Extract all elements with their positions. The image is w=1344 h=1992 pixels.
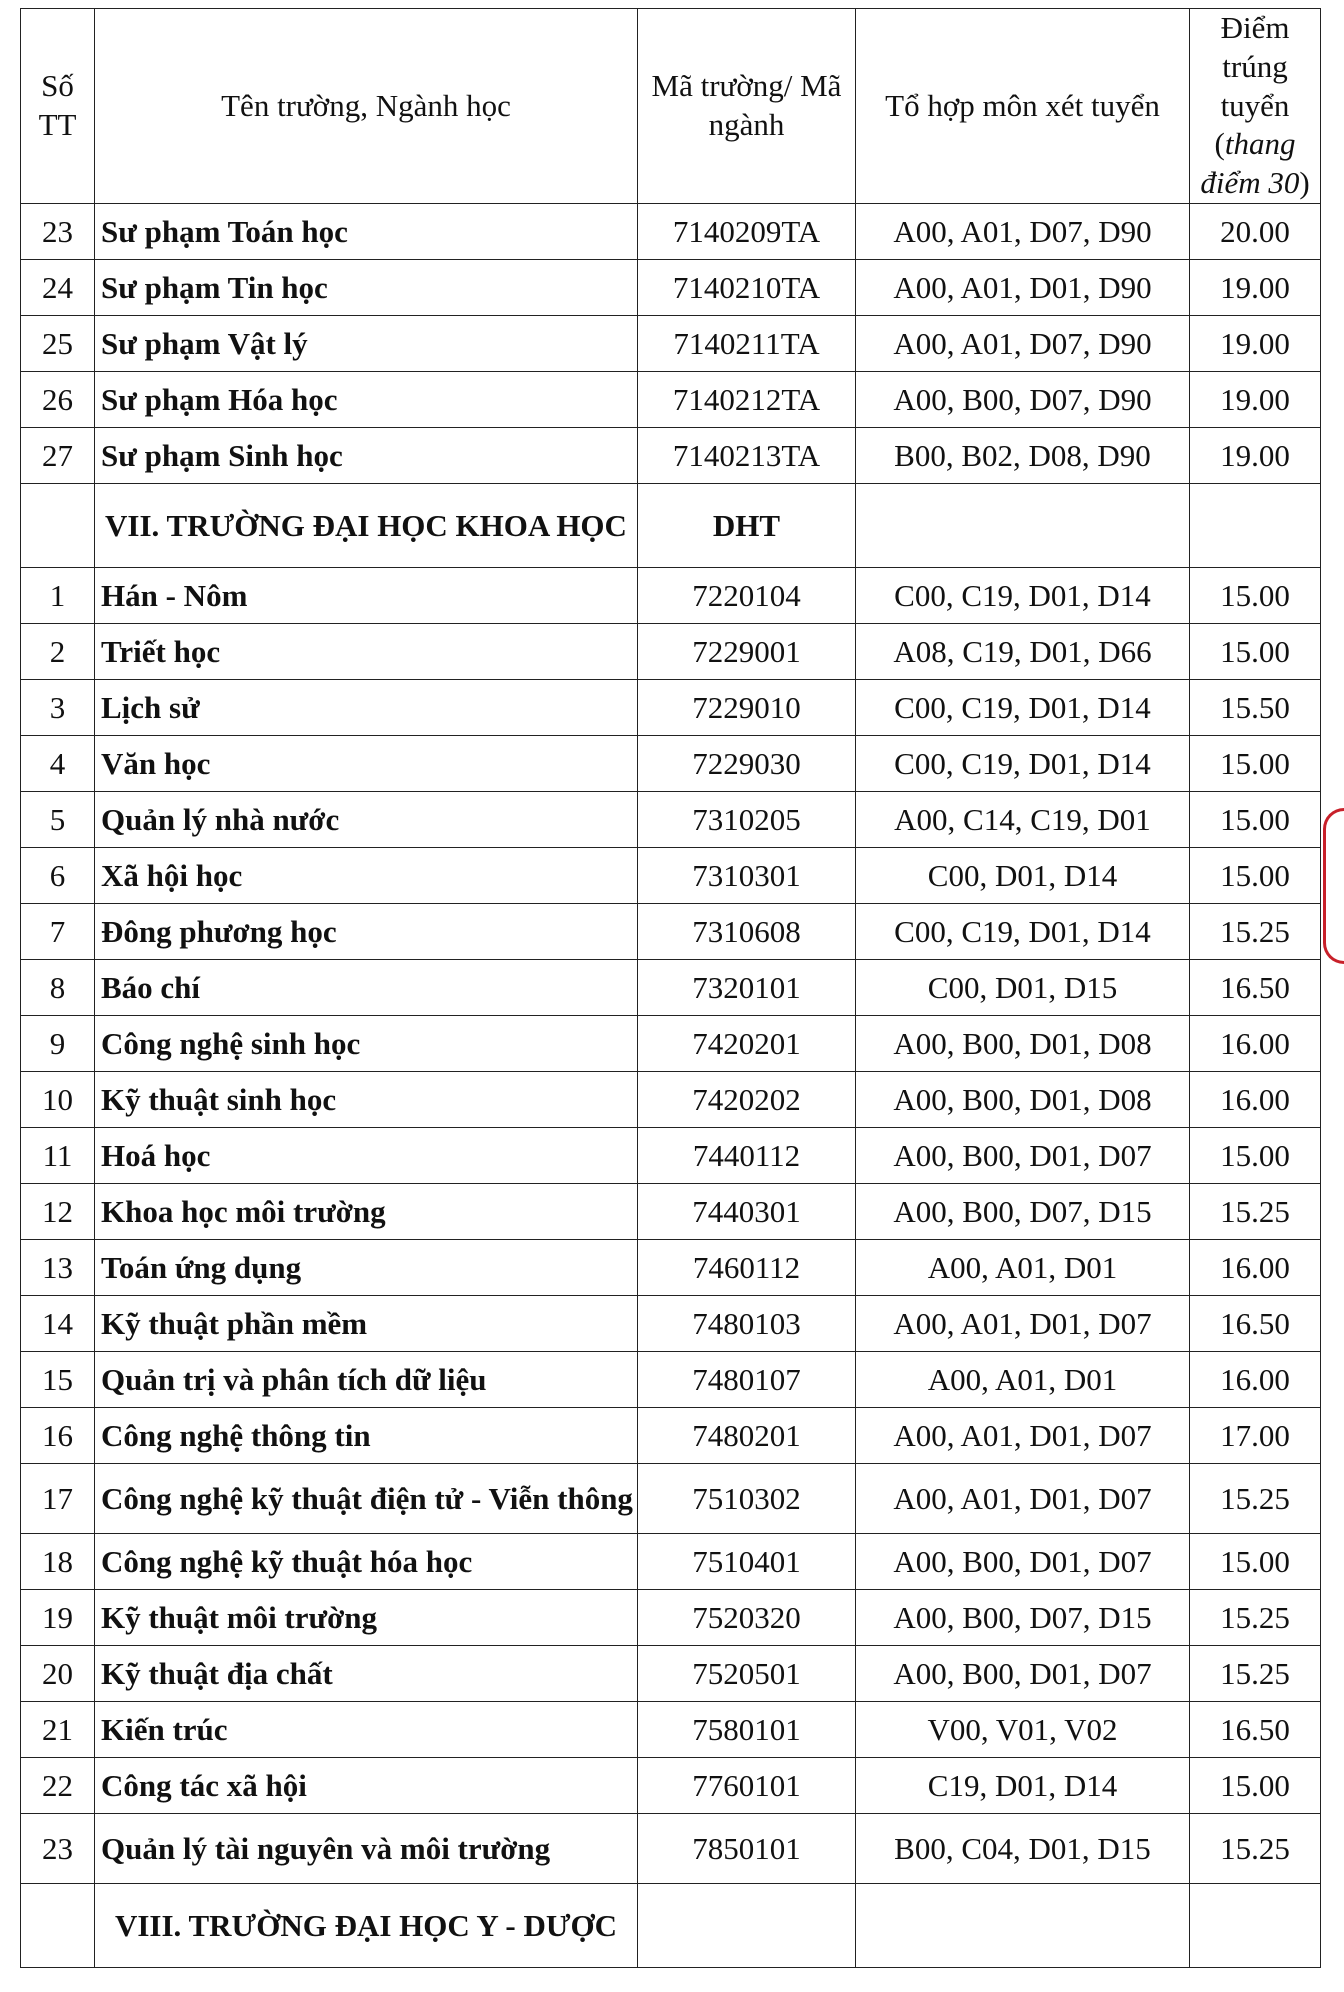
- header-score-label: Điểm trúng tuyển: [1220, 10, 1290, 123]
- row-major-code: 7229030: [638, 735, 856, 791]
- section-name: VII. TRƯỜNG ĐẠI HỌC KHOA HỌC: [95, 483, 638, 567]
- table-row: [21, 259, 1321, 315]
- row-major-name: Sư phạm Hóa học: [95, 371, 638, 427]
- row-stt: 2: [21, 623, 95, 679]
- row-major-name: Toán ứng dụng: [95, 1239, 638, 1295]
- section-combo: [856, 483, 1190, 567]
- row-major-name: Kỹ thuật sinh học: [95, 1071, 638, 1127]
- row-major-name: Kỹ thuật địa chất: [95, 1645, 638, 1701]
- table-row: [21, 1239, 1321, 1295]
- row-subject-combo: A00, B00, D07, D90: [856, 371, 1190, 427]
- row-subject-combo: B00, B02, D08, D90: [856, 427, 1190, 483]
- row-admission-score: 16.50: [1190, 1295, 1321, 1351]
- row-admission-score: 15.00: [1190, 623, 1321, 679]
- table-row: [21, 623, 1321, 679]
- row-major-name: Quản trị và phân tích dữ liệu: [95, 1351, 638, 1407]
- table-row: [21, 1407, 1321, 1463]
- table-row: [21, 427, 1321, 483]
- row-subject-combo: V00, V01, V02: [856, 1701, 1190, 1757]
- row-major-code: 7320101: [638, 959, 856, 1015]
- row-subject-combo: A00, A01, D07, D90: [856, 203, 1190, 259]
- row-subject-combo: A00, A01, D01: [856, 1239, 1190, 1295]
- row-stt: 10: [21, 1071, 95, 1127]
- table-row: [21, 1015, 1321, 1071]
- table-row: [21, 1533, 1321, 1589]
- table-row: [21, 679, 1321, 735]
- table-row: [21, 567, 1321, 623]
- row-major-name: Kỹ thuật phần mềm: [95, 1295, 638, 1351]
- row-subject-combo: A00, B00, D07, D15: [856, 1183, 1190, 1239]
- row-subject-combo: A00, A01, D01, D07: [856, 1463, 1190, 1533]
- row-stt: 5: [21, 791, 95, 847]
- row-subject-combo: B00, C04, D01, D15: [856, 1813, 1190, 1883]
- table-row: [21, 1813, 1321, 1883]
- row-admission-score: 19.00: [1190, 315, 1321, 371]
- row-subject-combo: A00, A01, D01, D07: [856, 1295, 1190, 1351]
- row-stt: 6: [21, 847, 95, 903]
- row-stt: 1: [21, 567, 95, 623]
- row-major-code: 7440301: [638, 1183, 856, 1239]
- row-major-code: 7140211TA: [638, 315, 856, 371]
- row-stt: 18: [21, 1533, 95, 1589]
- row-major-name: Báo chí: [95, 959, 638, 1015]
- row-major-code: 7140210TA: [638, 259, 856, 315]
- row-admission-score: 15.25: [1190, 1183, 1321, 1239]
- row-subject-combo: C00, C19, D01, D14: [856, 903, 1190, 959]
- table-row: [21, 959, 1321, 1015]
- row-admission-score: 16.50: [1190, 1701, 1321, 1757]
- row-stt: 17: [21, 1463, 95, 1533]
- table-row: [21, 1127, 1321, 1183]
- row-admission-score: 20.00: [1190, 203, 1321, 259]
- table-row: [21, 1183, 1321, 1239]
- row-stt: 27: [21, 427, 95, 483]
- row-stt: 3: [21, 679, 95, 735]
- row-admission-score: 19.00: [1190, 259, 1321, 315]
- row-subject-combo: A08, C19, D01, D66: [856, 623, 1190, 679]
- row-major-code: 7480103: [638, 1295, 856, 1351]
- table-row: [21, 735, 1321, 791]
- table-row: [21, 1701, 1321, 1757]
- section-name: VIII. TRƯỜNG ĐẠI HỌC Y - DƯỢC: [95, 1883, 638, 1967]
- row-major-code: 7480107: [638, 1351, 856, 1407]
- row-admission-score: 15.00: [1190, 567, 1321, 623]
- row-major-name: Công nghệ thông tin: [95, 1407, 638, 1463]
- row-subject-combo: C19, D01, D14: [856, 1757, 1190, 1813]
- row-major-code: 7220104: [638, 567, 856, 623]
- row-stt: 25: [21, 315, 95, 371]
- row-subject-combo: A00, B00, D01, D07: [856, 1127, 1190, 1183]
- row-major-name: Công nghệ sinh học: [95, 1015, 638, 1071]
- table-body: [21, 203, 1321, 1967]
- red-seal-stamp: [1323, 808, 1344, 964]
- row-admission-score: 16.00: [1190, 1071, 1321, 1127]
- row-stt: 14: [21, 1295, 95, 1351]
- row-admission-score: 17.00: [1190, 1407, 1321, 1463]
- table-row: [21, 1071, 1321, 1127]
- table-row: [21, 1463, 1321, 1533]
- row-major-name: Kỹ thuật môi trường: [95, 1589, 638, 1645]
- table-row: [21, 847, 1321, 903]
- row-major-code: 7440112: [638, 1127, 856, 1183]
- row-major-code: 7140212TA: [638, 371, 856, 427]
- header-score-paren-open: (: [1214, 126, 1225, 162]
- row-subject-combo: A00, B00, D01, D07: [856, 1533, 1190, 1589]
- header-score-unit: thang điểm 30: [1200, 126, 1300, 200]
- row-admission-score: 15.25: [1190, 1813, 1321, 1883]
- row-stt: 20: [21, 1645, 95, 1701]
- row-major-name: Hán - Nôm: [95, 567, 638, 623]
- section-stt: [21, 1883, 95, 1967]
- row-major-code: 7229001: [638, 623, 856, 679]
- row-subject-combo: A00, A01, D07, D90: [856, 315, 1190, 371]
- row-major-code: 7520501: [638, 1645, 856, 1701]
- section-row-viii: [21, 1883, 1321, 1967]
- row-stt: 16: [21, 1407, 95, 1463]
- row-major-name: Văn học: [95, 735, 638, 791]
- row-major-name: Triết học: [95, 623, 638, 679]
- row-subject-combo: A00, B00, D01, D07: [856, 1645, 1190, 1701]
- row-stt: 12: [21, 1183, 95, 1239]
- row-stt: 24: [21, 259, 95, 315]
- row-major-code: 7460112: [638, 1239, 856, 1295]
- row-stt: 23: [21, 203, 95, 259]
- row-major-code: 7760101: [638, 1757, 856, 1813]
- row-major-code: 7580101: [638, 1701, 856, 1757]
- row-major-name: Công tác xã hội: [95, 1757, 638, 1813]
- row-subject-combo: A00, B00, D07, D15: [856, 1589, 1190, 1645]
- section-stt: [21, 483, 95, 567]
- section-combo: [856, 1883, 1190, 1967]
- table-row: [21, 903, 1321, 959]
- admission-score-sheet: [20, 8, 1321, 1968]
- row-subject-combo: C00, C19, D01, D14: [856, 679, 1190, 735]
- row-admission-score: 15.00: [1190, 735, 1321, 791]
- row-major-code: 7140209TA: [638, 203, 856, 259]
- row-major-name: Sư phạm Tin học: [95, 259, 638, 315]
- table-row: [21, 371, 1321, 427]
- row-admission-score: 15.00: [1190, 791, 1321, 847]
- row-admission-score: 16.50: [1190, 959, 1321, 1015]
- section-code: [638, 1883, 856, 1967]
- row-major-name: Quản lý nhà nước: [95, 791, 638, 847]
- header-code: Mã trường/ Mã ngành: [638, 9, 856, 204]
- table-row: [21, 203, 1321, 259]
- row-subject-combo: C00, C19, D01, D14: [856, 735, 1190, 791]
- row-subject-combo: A00, C14, C19, D01: [856, 791, 1190, 847]
- header-score: [1190, 9, 1321, 204]
- row-subject-combo: C00, C19, D01, D14: [856, 567, 1190, 623]
- row-major-code: 7480201: [638, 1407, 856, 1463]
- row-subject-combo: A00, B00, D01, D08: [856, 1015, 1190, 1071]
- row-stt: 26: [21, 371, 95, 427]
- row-major-name: Sư phạm Sinh học: [95, 427, 638, 483]
- row-subject-combo: A00, A01, D01, D90: [856, 259, 1190, 315]
- row-subject-combo: A00, B00, D01, D08: [856, 1071, 1190, 1127]
- row-admission-score: 16.00: [1190, 1015, 1321, 1071]
- section-score: [1190, 483, 1321, 567]
- row-major-name: Quản lý tài nguyên và môi trường: [95, 1813, 638, 1883]
- row-admission-score: 15.25: [1190, 1645, 1321, 1701]
- row-admission-score: 15.50: [1190, 679, 1321, 735]
- row-admission-score: 19.00: [1190, 427, 1321, 483]
- header-stt: Số TT: [21, 9, 95, 204]
- row-admission-score: 15.00: [1190, 847, 1321, 903]
- section-row-vii: [21, 483, 1321, 567]
- row-subject-combo: A00, A01, D01, D07: [856, 1407, 1190, 1463]
- row-admission-score: 15.25: [1190, 1463, 1321, 1533]
- row-major-name: Đông phương học: [95, 903, 638, 959]
- section-score: [1190, 1883, 1321, 1967]
- row-major-name: Công nghệ kỹ thuật điện tử - Viễn thông: [95, 1463, 638, 1533]
- header-score-paren-close: ): [1299, 165, 1310, 200]
- header-combo: Tổ hợp môn xét tuyển: [856, 9, 1190, 204]
- row-admission-score: 15.00: [1190, 1533, 1321, 1589]
- row-admission-score: 16.00: [1190, 1351, 1321, 1407]
- table-row: [21, 1645, 1321, 1701]
- row-major-name: Khoa học môi trường: [95, 1183, 638, 1239]
- row-major-code: 7420201: [638, 1015, 856, 1071]
- row-admission-score: 16.00: [1190, 1239, 1321, 1295]
- header-name: Tên trường, Ngành học: [95, 9, 638, 204]
- row-stt: 9: [21, 1015, 95, 1071]
- row-major-name: Công nghệ kỹ thuật hóa học: [95, 1533, 638, 1589]
- table-header-row: [21, 9, 1321, 204]
- table-row: [21, 791, 1321, 847]
- admission-score-table: [20, 8, 1321, 1968]
- row-major-name: Lịch sử: [95, 679, 638, 735]
- row-subject-combo: A00, A01, D01: [856, 1351, 1190, 1407]
- row-stt: 4: [21, 735, 95, 791]
- row-admission-score: 19.00: [1190, 371, 1321, 427]
- row-major-code: 7310608: [638, 903, 856, 959]
- row-major-name: Kiến trúc: [95, 1701, 638, 1757]
- table-row: [21, 315, 1321, 371]
- row-major-name: Xã hội học: [95, 847, 638, 903]
- row-admission-score: 15.00: [1190, 1127, 1321, 1183]
- row-major-code: 7520320: [638, 1589, 856, 1645]
- row-major-name: Sư phạm Vật lý: [95, 315, 638, 371]
- table-row: [21, 1589, 1321, 1645]
- row-major-name: Hoá học: [95, 1127, 638, 1183]
- row-major-code: 7420202: [638, 1071, 856, 1127]
- row-admission-score: 15.25: [1190, 903, 1321, 959]
- row-stt: 7: [21, 903, 95, 959]
- row-stt: 22: [21, 1757, 95, 1813]
- row-stt: 13: [21, 1239, 95, 1295]
- row-subject-combo: C00, D01, D14: [856, 847, 1190, 903]
- row-admission-score: 15.25: [1190, 1589, 1321, 1645]
- section-code: DHT: [638, 483, 856, 567]
- row-stt: 8: [21, 959, 95, 1015]
- row-stt: 11: [21, 1127, 95, 1183]
- table-row: [21, 1757, 1321, 1813]
- row-major-code: 7310205: [638, 791, 856, 847]
- row-major-code: 7510302: [638, 1463, 856, 1533]
- table-row: [21, 1295, 1321, 1351]
- row-major-code: 7140213TA: [638, 427, 856, 483]
- row-major-name: Sư phạm Toán học: [95, 203, 638, 259]
- row-admission-score: 15.00: [1190, 1757, 1321, 1813]
- row-stt: 21: [21, 1701, 95, 1757]
- row-major-code: 7229010: [638, 679, 856, 735]
- row-stt: 19: [21, 1589, 95, 1645]
- row-major-code: 7310301: [638, 847, 856, 903]
- row-stt: 15: [21, 1351, 95, 1407]
- row-major-code: 7850101: [638, 1813, 856, 1883]
- table-row: [21, 1351, 1321, 1407]
- row-stt: 23: [21, 1813, 95, 1883]
- row-subject-combo: C00, D01, D15: [856, 959, 1190, 1015]
- row-major-code: 7510401: [638, 1533, 856, 1589]
